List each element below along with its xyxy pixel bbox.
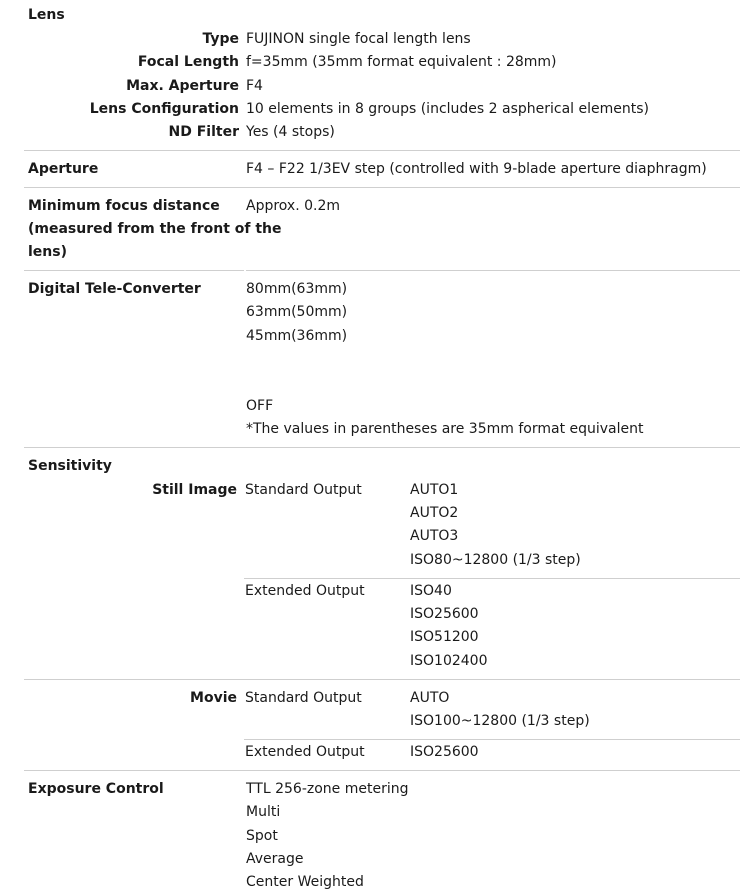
tele-converter-label: Digital Tele-Converter xyxy=(28,281,201,297)
still-extended-value: ISO51200 xyxy=(410,629,479,645)
still-extended-value: ISO40 xyxy=(410,583,452,599)
exposure-control-value: TTL 256-zone metering xyxy=(246,781,409,797)
movie-extended-output-label: Extended Output xyxy=(245,744,365,760)
aperture-value: F4 – F22 1/3EV step (controlled with 9-blade aperture diaphragm) xyxy=(246,161,707,177)
tele-converter-note: *The values in parentheses are 35mm format equivalent xyxy=(246,421,644,437)
max-aperture-value: F4 xyxy=(246,78,263,94)
tele-converter-value: 80mm(63mm) xyxy=(246,281,348,297)
min-focus-value: Approx. 0.2m xyxy=(246,198,341,214)
divider xyxy=(24,679,740,680)
lens-configuration-value: 10 elements in 8 groups (includes 2 aspherical elements) xyxy=(246,101,649,117)
sensitivity-label: Sensitivity xyxy=(28,458,112,474)
exposure-control-label: Exposure Control xyxy=(28,781,164,797)
lens-type-label: Type xyxy=(202,31,239,47)
divider xyxy=(24,270,244,271)
still-standard-value: AUTO3 xyxy=(410,528,459,544)
lens-type-value: FUJINON single focal length lens xyxy=(246,31,471,47)
still-extended-output-label: Extended Output xyxy=(245,583,365,599)
movie-standard-value: AUTO xyxy=(410,690,450,706)
still-standard-output-label: Standard Output xyxy=(245,482,362,498)
still-image-label: Still Image xyxy=(152,482,237,498)
min-focus-label-line-1: Minimum focus distance xyxy=(28,198,220,214)
lens-heading: Lens xyxy=(28,7,65,23)
nd-filter-label: ND Filter xyxy=(168,124,239,140)
exposure-control-value: Center Weighted xyxy=(246,874,364,890)
min-focus-label-line-3: lens) xyxy=(28,244,67,260)
divider xyxy=(244,739,740,740)
movie-extended-value: ISO25600 xyxy=(410,744,479,760)
exposure-control-value: Average xyxy=(246,851,304,867)
still-extended-value: ISO25600 xyxy=(410,606,479,622)
divider xyxy=(246,270,740,271)
lens-configuration-label: Lens Configuration xyxy=(89,101,239,117)
still-standard-value: AUTO2 xyxy=(410,505,459,521)
min-focus-label-line-2: (measured from the front of the xyxy=(28,221,282,237)
still-standard-value: ISO80~12800 (1/3 step) xyxy=(410,552,581,568)
divider xyxy=(24,150,740,151)
max-aperture-label: Max. Aperture xyxy=(126,78,239,94)
divider xyxy=(24,447,740,448)
exposure-control-value: Multi xyxy=(246,804,281,820)
tele-converter-value: 45mm(36mm) xyxy=(246,328,348,344)
movie-label: Movie xyxy=(190,690,237,706)
still-extended-value: ISO102400 xyxy=(410,653,488,669)
nd-filter-value: Yes (4 stops) xyxy=(246,124,335,140)
still-standard-value: AUTO1 xyxy=(410,482,459,498)
movie-standard-output-label: Standard Output xyxy=(245,690,362,706)
tele-converter-value: 63mm(50mm) xyxy=(246,304,348,320)
divider xyxy=(24,770,740,771)
divider xyxy=(244,578,740,579)
focal-length-label: Focal Length xyxy=(137,54,239,70)
focal-length-value: f=35mm (35mm format equivalent : 28mm) xyxy=(246,54,557,70)
aperture-label: Aperture xyxy=(28,161,99,177)
divider xyxy=(24,187,740,188)
tele-converter-off: OFF xyxy=(246,398,274,414)
movie-standard-value: ISO100~12800 (1/3 step) xyxy=(410,713,590,729)
exposure-control-value: Spot xyxy=(246,828,278,844)
